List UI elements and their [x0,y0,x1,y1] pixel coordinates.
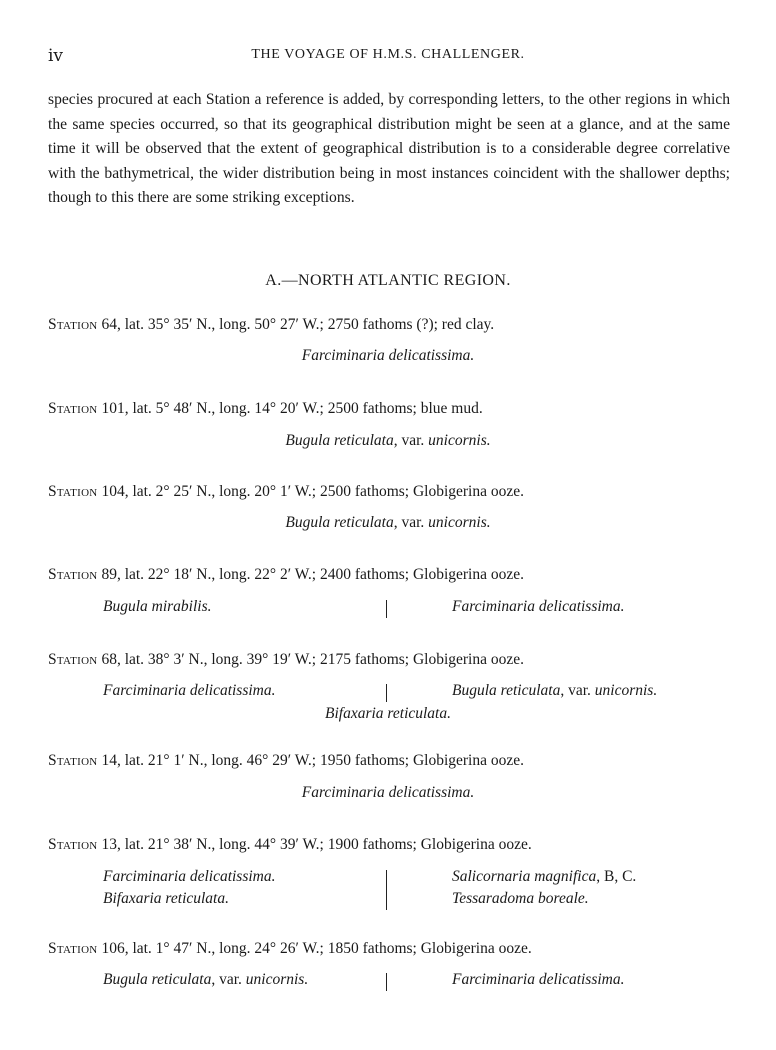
species-genus: Bugula reticulata [103,971,212,988]
station-details: 106, lat. 1° 47′ N., long. 24° 26′ W.; 1850 fathoms; Globigerina ooze. [101,940,532,957]
station-details: 101, lat. 5° 48′ N., long. 14° 20′ W.; 2500 fathoms; blue mud. [101,400,483,417]
running-title: THE VOYAGE OF H.M.S. CHALLENGER. [251,47,525,62]
station-entry [48,316,748,334]
species-genus: Salicornaria magnifica [452,868,597,885]
station-label: Station [48,483,98,500]
var-label: , var. [211,971,246,988]
species-variety: unicornis. [428,432,491,449]
station-entry [48,566,748,584]
species-name [0,514,776,532]
station-details: 68, lat. 38° 3′ N., long. 39° 19′ W.; 2175 fathoms; Globigerina ooze. [101,651,525,668]
species-name-right: Tessaradoma boreale. [452,890,589,907]
station-entry [48,400,748,418]
species-name-right [452,868,636,886]
station-label: Station [48,940,98,957]
species-name-right [452,682,657,700]
station-label: Station [48,651,98,668]
species-name-left [103,971,308,989]
station-entry [48,752,748,770]
species-variety: unicornis. [245,971,309,988]
station-entry [48,836,748,854]
species-name: Farciminaria delicatissima. [301,347,475,364]
species-name-left: Farciminaria delicatissima. [103,868,276,885]
species-name-left: Bifaxaria reticulata. [103,890,229,907]
species-name-left: Farciminaria delicatissima. [103,682,276,699]
species-genus: Bugula reticulata [452,682,561,699]
column-divider [386,600,387,618]
species-variety: unicornis. [428,514,491,531]
column-divider [386,973,387,991]
station-label: Station [48,400,98,417]
species-name: Farciminaria delicatissima. [301,784,475,801]
intro-paragraph: species procured at each Station a reference is added, by corresponding letters, to the other regions in which the same species occurred, so that its geographical distribution might be seen at a glance, and at the same time it will be observed that the extent of geographical distribution is to a considerable degree correlative with the bathymetrical, the wider distribution being in most instances coincident with the shallower depths; though to this there are some striking exceptions. [48,91,730,206]
station-label: Station [48,752,98,769]
station-label: Station [48,836,98,853]
running-head [48,46,728,70]
station-details: 64, lat. 35° 35′ N., long. 50° 27′ W.; 2750 fathoms (?); red clay. [101,316,495,333]
region-letters: , B, C. [596,868,637,885]
page-number: iv [48,46,64,66]
species-genus: Bugula reticulata [285,514,394,531]
species-name-right: Farciminaria delicatissima. [452,598,625,615]
var-label: , var. [393,432,429,449]
species-name: Bifaxaria reticulata. [325,705,451,722]
section-heading: A.—NORTH ATLANTIC REGION. [265,272,511,289]
station-label: Station [48,566,98,583]
column-divider [386,870,387,910]
species-name-right: Farciminaria delicatissima. [452,971,625,988]
column-divider [386,684,387,702]
var-label: , var. [560,682,595,699]
var-label: , var. [393,514,429,531]
station-entry [48,651,748,669]
station-label: Station [48,316,98,333]
species-genus: Bugula reticulata [285,432,394,449]
species-variety: unicornis. [594,682,658,699]
species-name [0,432,776,450]
species-name-left: Bugula mirabilis. [103,598,212,615]
station-entry [48,483,748,501]
station-details: 104, lat. 2° 25′ N., long. 20° 1′ W.; 2500 fathoms; Globigerina ooze. [101,483,525,500]
station-details: 14, lat. 21° 1′ N., long. 46° 29′ W.; 1950 fathoms; Globigerina ooze. [101,752,525,769]
station-details: 13, lat. 21° 38′ N., long. 44° 39′ W.; 1900 fathoms; Globigerina ooze. [101,836,532,853]
station-details: 89, lat. 22° 18′ N., long. 22° 2′ W.; 2400 fathoms; Globigerina ooze. [101,566,525,583]
station-entry [48,940,748,958]
